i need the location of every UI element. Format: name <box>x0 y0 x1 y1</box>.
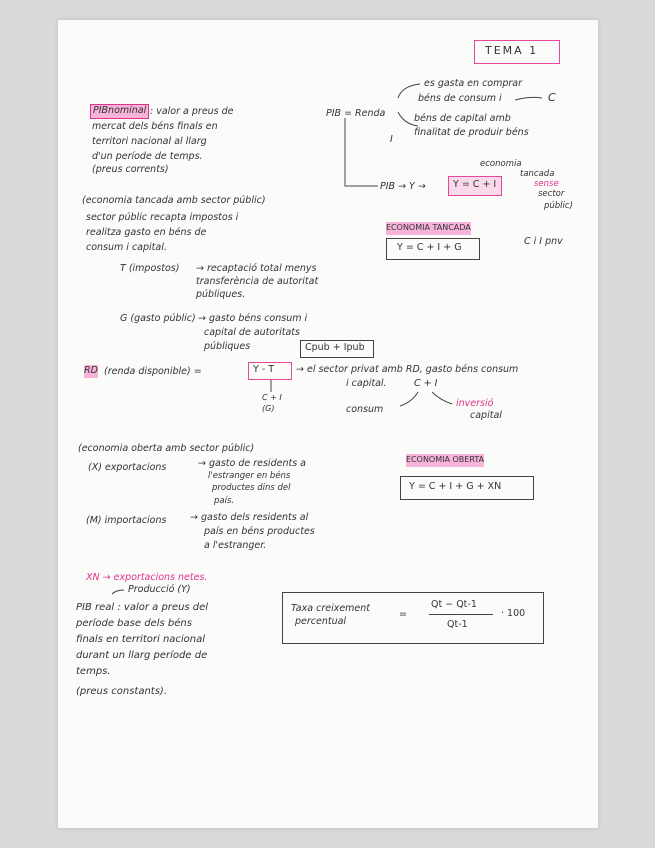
pib-real-line1: PIB real : valor a preus del <box>76 602 209 613</box>
pib-nominal-line5: (preus corrents) <box>92 164 169 175</box>
rd-ci-small: C + I <box>262 393 282 402</box>
g-desc1: → gasto béns consum i <box>198 313 308 324</box>
pib-nominal-line1: : valor a preus de <box>150 106 234 117</box>
rd-text: (renda disponible) = <box>104 366 202 377</box>
taxa-box <box>282 592 544 644</box>
tancada-header: (economia tancada amb sector públic) <box>82 195 266 206</box>
pib-nominal-line3: territori nacional al llarg <box>92 136 207 147</box>
pib-real-line2: període base dels béns <box>76 618 192 629</box>
pib-renda-label: PIB = Renda <box>326 108 386 119</box>
taxa-label2: percentual <box>295 616 347 627</box>
m-label: (M) importacions <box>86 515 167 526</box>
rd-capital: capital <box>470 410 502 421</box>
c-i-pnv: C i I pnv <box>524 236 563 247</box>
pib-nominal-line2: mercat dels béns finals en <box>92 121 218 132</box>
g-pub-formula: Cpub + Ipub <box>305 342 365 353</box>
oberta-formula: Y = C + I + G + XN <box>409 481 502 492</box>
xn-label: XN → exportacions netes. <box>86 572 208 583</box>
taxa-denominator: Qt-1 <box>447 619 468 630</box>
t-desc1: → recaptació total menys <box>196 263 317 274</box>
x-desc3: productes dins del <box>212 483 291 493</box>
g-desc3: públiques <box>204 341 251 352</box>
branch-top-line1: es gasta en comprar <box>424 78 523 89</box>
rd-box <box>248 362 292 380</box>
x-desc1: → gasto de residents a <box>198 458 306 469</box>
t-desc2: transferència de autoritat <box>196 276 319 287</box>
branch-top-line2: béns de consum i <box>418 93 502 104</box>
tancada-line1: sector públic recapta impostos i <box>86 212 239 223</box>
pib-real-line4: durant un llarg període de <box>76 650 208 661</box>
rd-g-paren: (G) <box>262 404 275 413</box>
x-desc2: l'estranger en béns <box>208 471 291 481</box>
taxa-mult: · 100 <box>501 608 526 619</box>
taxa-numerator: Qt − Qt-1 <box>431 599 477 610</box>
m-desc2: país en béns productes <box>204 526 315 537</box>
x-label: (X) exportacions <box>88 462 167 473</box>
pib-y-formula-left: PIB → Y → <box>380 181 426 192</box>
tancada-formula-box <box>386 238 480 260</box>
m-desc3: a l'estranger. <box>204 540 267 551</box>
note-sense: sense <box>534 179 559 189</box>
pib-real-line3: finals en territori nacional <box>76 634 206 645</box>
t-desc3: públiques. <box>196 289 246 300</box>
rd-consum: consum <box>346 404 384 415</box>
tancada-line2: realitza gasto en béns de <box>86 227 207 238</box>
note-tancada: tancada <box>520 169 555 179</box>
rd-formula: Y - T <box>253 364 275 375</box>
rd-inversio: inversió <box>456 398 494 409</box>
oberta-badge: ECONOMIA OBERTA <box>406 454 484 467</box>
branch-mid-line2: finalitat de produir béns <box>414 127 529 138</box>
page-title: TEMA 1 <box>485 44 539 57</box>
c-letter: C <box>548 91 556 104</box>
oberta-header: (economia oberta amb sector públic) <box>78 443 255 454</box>
produccio-label: Producció (Y) <box>128 584 191 595</box>
rd-label: RD <box>84 365 98 376</box>
pib-real-line6: (preus constants). <box>76 686 168 697</box>
m-desc1: → gasto dels residents al <box>190 512 309 523</box>
tancada-line3: consum i capital. <box>86 242 167 253</box>
tancada-badge: ECONOMIA TANCADA <box>386 222 471 235</box>
i-letter: I <box>390 134 393 145</box>
x-desc4: país. <box>214 496 235 506</box>
rd-desc2: i capital. <box>346 378 387 389</box>
t-impostos-label: T (impostos) <box>120 263 180 274</box>
title-box <box>474 40 560 64</box>
note-sector: sector <box>538 189 565 199</box>
branch-mid-line1: béns de capital amb <box>414 113 511 124</box>
rd-desc1: → el sector privat amb RD, gasto béns consum <box>296 364 519 375</box>
g-pub-box <box>300 340 374 358</box>
pib-y-formula: Y = C + I <box>453 179 497 190</box>
pib-nominal-label: PIBnominal <box>90 104 149 119</box>
pib-y-formula-box <box>448 176 502 196</box>
rd-c-plus-i: C + I <box>414 378 438 389</box>
pib-nominal-line4: d'un període de temps. <box>92 151 203 162</box>
note-public: públic) <box>544 201 573 211</box>
oberta-formula-box <box>400 476 534 500</box>
tancada-formula: Y = C + I + G <box>397 242 462 253</box>
pib-real-line5: temps. <box>76 666 111 677</box>
fraction-bar <box>429 614 493 615</box>
taxa-eq: = <box>399 609 407 620</box>
taxa-label1: Taxa creixement <box>291 603 371 614</box>
note-economia: economia <box>480 159 522 169</box>
g-gasto-label: G (gasto públic) <box>120 313 196 324</box>
g-desc2: capital de autoritats <box>204 327 300 338</box>
